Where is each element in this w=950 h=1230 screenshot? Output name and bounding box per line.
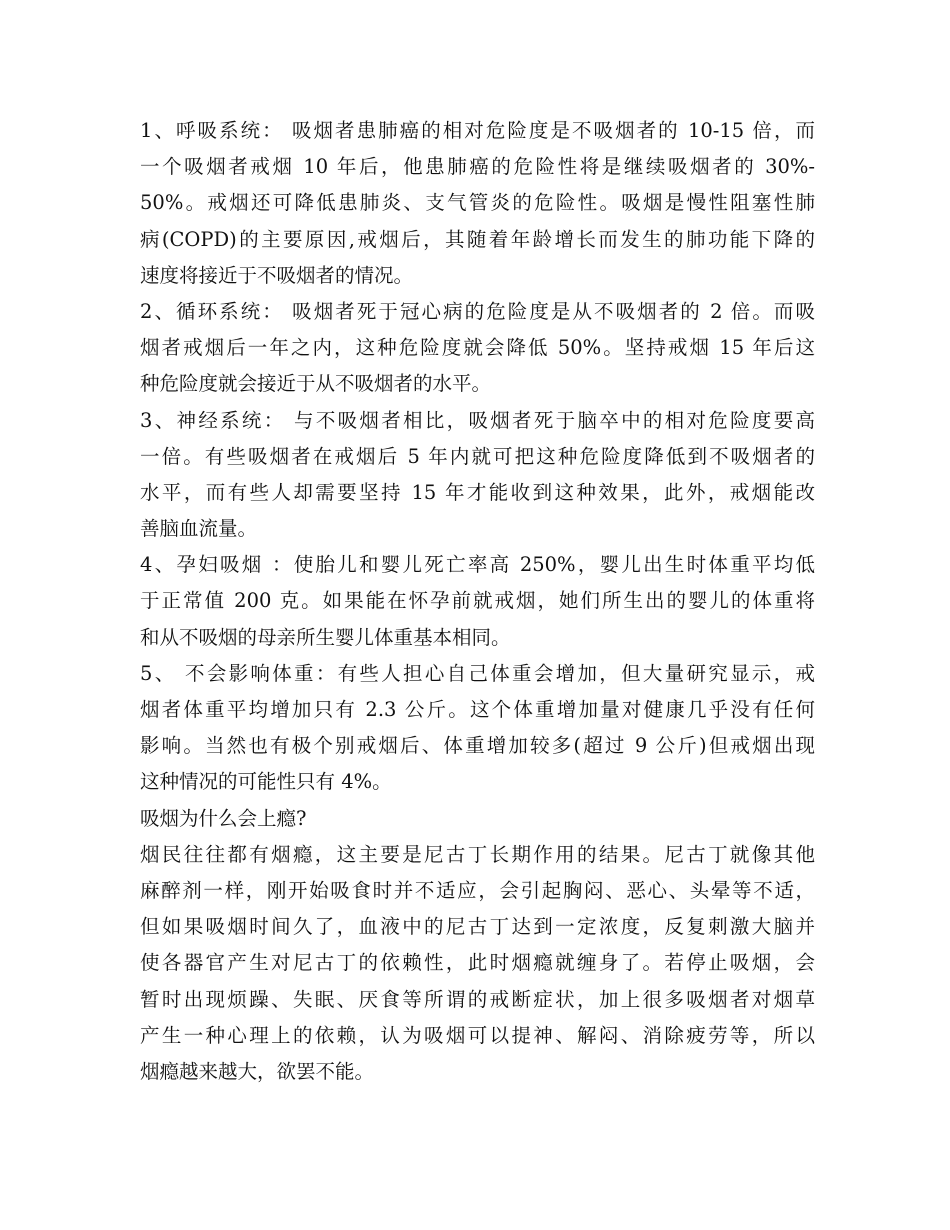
text-line: 影响。当然也有极个别戒烟后、体重增加较多(超过 9 公斤)但戒烟出现 [140,734,815,758]
text-line: 产生一种心理上的依赖，认为吸烟可以提神、解闷、消除疲劳等，所以 [140,1023,815,1047]
text-line: 5、 不会影响体重：有些人担心自己体重会增加，但大量研究显示，戒 [140,661,815,685]
paragraph-circulatory [140,294,815,403]
text-line: 一个吸烟者戒烟 10 年后，他患肺癌的危险性将是继续吸烟者的 30%- [140,155,815,179]
text-line: 但如果吸烟时间久了，血液中的尼古丁达到一定浓度，反复刺激大脑并 [140,915,815,939]
text-line: 烟者体重平均增加只有 2.3 公斤。这个体重增加量对健康几乎没有任何 [140,698,815,721]
text-line: 烟者戒烟后一年之内，这种危险度就会降低 50%。坚持戒烟 15 年后这 [140,336,815,360]
heading-text: 吸烟为什么会上瘾? [140,806,307,830]
text-line: 50%。戒烟还可降低患肺炎、支气管炎的危险性。吸烟是慢性阻塞性肺 [140,191,815,215]
text-line: 一倍。有些吸烟者在戒烟后 5 年内就可把这种危险度降低到不吸烟者的 [140,444,815,468]
text-line: 于正常值 200 克。如果能在怀孕前就戒烟，她们所生出的婴儿的体重将 [140,589,815,613]
text-line: 病(COPD)的主要原因,戒烟后，其随着年龄增长而发生的肺功能下降的 [140,227,815,251]
text-line: 烟民往往都有烟瘾，这主要是尼古丁长期作用的结果。尼古丁就像其他 [140,842,815,866]
text-line: 使各器官产生对尼古丁的依赖性，此时烟瘾就缠身了。若停止吸烟，会 [140,951,815,975]
text-line: 麻醉剂一样，刚开始吸食时并不适应，会引起胸闷、恶心、头晕等不适， [140,878,815,902]
text-line: 1、呼吸系统： 吸烟者患肺癌的相对危险度是不吸烟者的 10-15 倍，而 [140,119,815,142]
paragraph-addiction [140,837,815,1090]
text-line: 水平，而有些人却需要坚持 15 年才能收到这种效果，此外，戒烟能改 [140,480,815,504]
text-line: 4、孕妇吸烟 ：使胎儿和婴儿死亡率高 250%，婴儿出生时体重平均低 [140,553,815,577]
text-line: 善脑血流量。 [140,517,258,541]
text-line: 暂时出现烦躁、失眠、厌食等所谓的戒断症状，加上很多吸烟者对烟草 [140,987,815,1011]
text-line: 这种情况的可能性只有 4%。 [140,770,392,794]
text-line: 2、循环系统： 吸烟者死于冠心病的危险度是从不吸烟者的 2 倍。而吸 [140,299,815,323]
text-line: 种危险度就会接近于从不吸烟者的水平。 [140,372,492,396]
paragraph-pregnancy [140,547,815,656]
section-heading-addiction [140,801,815,837]
text-line: 和从不吸烟的母亲所生婴儿体重基本相同。 [140,625,511,649]
paragraph-respiratory [140,113,815,294]
paragraph-nervous [140,403,815,548]
text-line: 速度将接近于不吸烟者的情况。 [140,263,414,287]
text-line: 烟瘾越来越大，欲罢不能。 [140,1059,375,1083]
text-line: 3、神经系统： 与不吸烟者相比，吸烟者死于脑卒中的相对危险度要高 [140,408,815,432]
document-body [140,113,815,1090]
paragraph-weight [140,656,815,801]
